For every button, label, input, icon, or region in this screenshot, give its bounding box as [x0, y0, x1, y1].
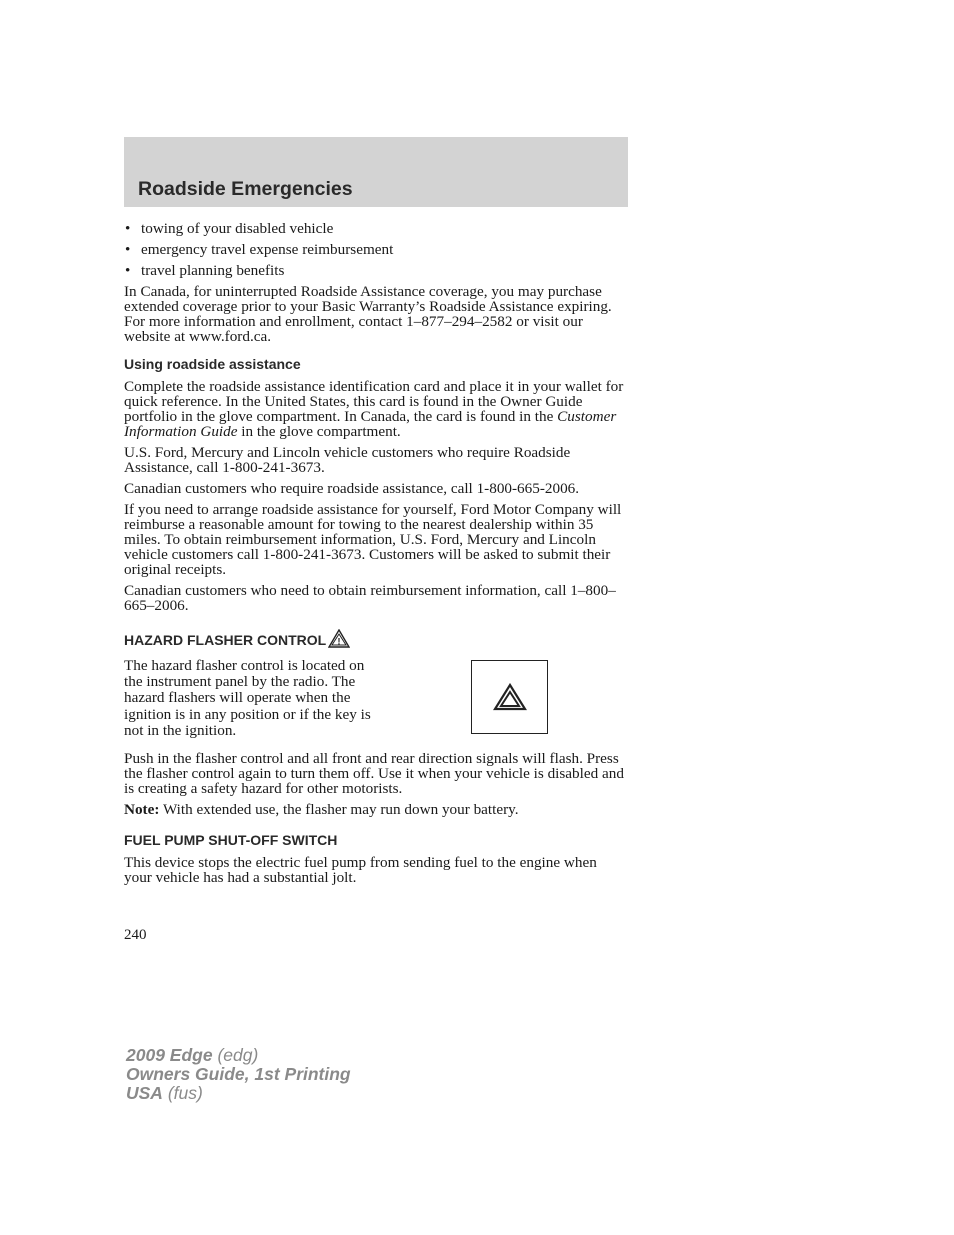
section-title: Roadside Emergencies — [138, 178, 353, 200]
hazard-intro-row — [124, 658, 628, 751]
page-content — [124, 221, 628, 891]
using-roadside-heading: Using roadside assistance — [124, 356, 301, 372]
using-paragraph-3: Canadian customers who require roadside assistance, call 1-800-665-2006. — [124, 480, 580, 497]
list-item: • towing of your disabled vehicle — [124, 221, 628, 236]
footer-model-code: (edg) — [212, 1045, 259, 1065]
canada-paragraph: In Canada, for uninterrupted Roadside Assistance coverage, you may purchase extended coverage prior to your Basic Warranty’s Roadside Assistance expiring. For more information and enrollment, contact 1–877–294–2582 or visit our website at www.ford.ca. — [124, 283, 612, 345]
using-paragraph-5: Canadian customers who need to obtain reimbursement information, call 1–800–665–2006. — [124, 582, 616, 614]
note-text: With extended use, the flasher may run down your battery. — [159, 801, 519, 818]
hazard-heading-text: HAZARD FLASHER CONTROL — [124, 632, 327, 648]
footer-line-2 — [126, 1065, 351, 1084]
hazard-flasher-illustration — [471, 660, 548, 734]
footer-model: 2009 Edge — [126, 1045, 213, 1065]
footer-line-1 — [126, 1046, 351, 1065]
hazard-triangle-icon — [493, 683, 527, 711]
list-item: • emergency travel expense reimbursement — [124, 242, 628, 257]
hazard-note — [124, 802, 628, 817]
benefits-list — [124, 221, 628, 278]
hazard-heading — [124, 629, 628, 651]
using-paragraph-4: If you need to arrange roadside assistance for yourself, Ford Motor Company will reimburse a reasonable amount for towing to the nearest dealership within 35 miles. To obtain reimbursement information, U.S. Ford, Mercury and Lincoln vehicle customers call 1-800-241-3673. Customers will be asked to submit their original receipts. — [124, 501, 622, 578]
hazard-paragraph: Push in the flasher control and all front and rear direction signals will flash. Press the flasher control again to turn them off. Use it when your vehicle is disabled and is creating a safety hazard for other motorists. — [124, 750, 624, 797]
fuel-pump-paragraph: This device stops the electric fuel pump from sending fuel to the engine when your vehicle has had a substantial jolt. — [124, 854, 597, 886]
svg-text:!: ! — [337, 636, 341, 647]
fuel-pump-heading: FUEL PUMP SHUT-OFF SWITCH — [124, 832, 338, 848]
page-number: 240 — [124, 927, 147, 943]
note-label: Note: — [124, 801, 160, 818]
hazard-intro: The hazard flasher control is located on the instrument panel by the radio. The hazard flashers will operate when the ignition is in any position or if the key is not in the ignition. — [124, 657, 371, 739]
using-p1-text: Complete the roadside assistance identification card and place it in your wallet for quick reference. In the United States, this card is found in the Owner Guide portfolio in the glove compartment. In Canada, the card is found in the — [124, 378, 624, 425]
customer-information-guide-title: Customer Information Guide — [124, 408, 617, 440]
footer-line-3 — [126, 1084, 351, 1103]
warning-triangle-icon — [328, 629, 350, 651]
section-header-band — [124, 137, 628, 207]
footer-edition: Owners Guide, 1st Printing — [126, 1064, 351, 1084]
document-footer — [126, 1046, 351, 1103]
using-p1-text-end: in the glove compartment. — [237, 423, 401, 440]
list-item: • travel planning benefits — [124, 263, 628, 278]
using-paragraph-2: U.S. Ford, Mercury and Lincoln vehicle customers who require Roadside Assistance, call 1-800-241-3673. — [124, 444, 571, 476]
footer-market-code: (fus) — [162, 1083, 203, 1103]
footer-market: USA — [126, 1083, 163, 1103]
using-paragraph-1 — [124, 379, 628, 439]
